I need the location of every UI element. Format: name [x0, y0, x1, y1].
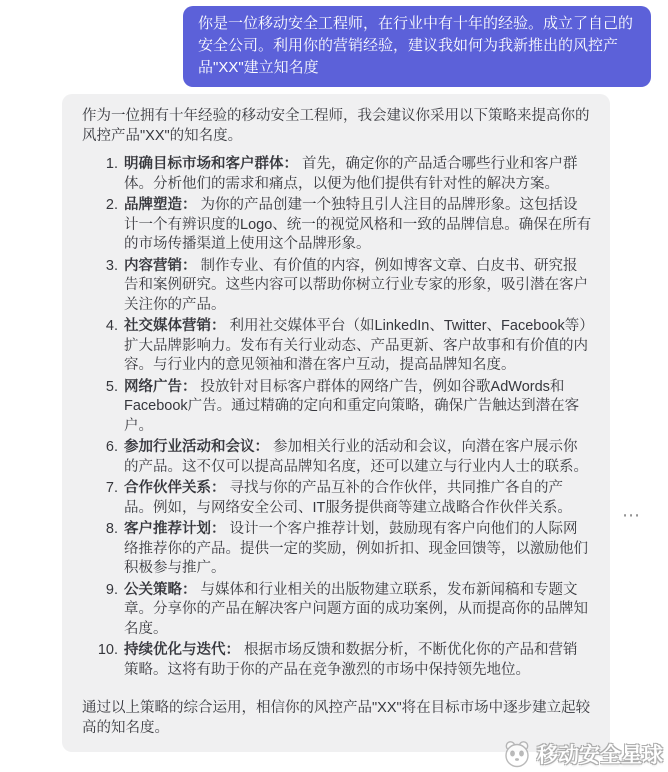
strategy-item-number: 4.	[105, 318, 118, 334]
strategy-list-item	[92, 581, 592, 640]
strategy-item-number: 1.	[105, 156, 118, 172]
assistant-message-row	[0, 94, 668, 752]
strategy-list-item	[92, 479, 592, 518]
strategy-list-item	[92, 257, 592, 316]
strategy-list-item	[92, 155, 592, 194]
strategy-item-body: 根据市场反馈和数据分析，不断优化你的产品和营销策略。这将有助于你的产品在竞争激烈的市场中保持领先地位。	[124, 642, 578, 678]
strategy-item-text	[124, 438, 592, 477]
strategy-list-item	[92, 641, 592, 680]
strategy-item-title: 客户推荐计划：	[124, 521, 226, 537]
watermark-text: 移动安全星球	[537, 744, 663, 767]
strategy-item-number: 3.	[105, 257, 118, 274]
strategy-item-number: 8.	[105, 521, 118, 537]
strategy-list-item	[92, 378, 592, 437]
strategy-list-item	[92, 196, 592, 255]
strategy-item-title: 明确目标市场和客户群体：	[124, 156, 298, 172]
strategy-item-text	[124, 196, 592, 255]
strategy-item-title: 合作伙伴关系：	[124, 480, 226, 496]
strategy-item-text	[124, 581, 592, 640]
strategy-item-title: 品牌塑造：	[124, 197, 197, 213]
strategy-item-number: 2.	[105, 197, 118, 213]
strategy-item-body: 参加相关行业的活动和会议，向潜在客户展示你的产品。这不仅可以提高品牌知名度，还可以建立与行业内人士的联系。	[124, 439, 588, 475]
strategy-item-text	[124, 317, 592, 376]
strategy-item-text	[124, 641, 592, 680]
strategy-item-number: 9.	[105, 581, 118, 598]
strategy-item-number: 10.	[97, 642, 118, 658]
strategy-item-title: 公关策略：	[124, 581, 197, 598]
more-options-button[interactable]: ⋯	[622, 505, 641, 525]
strategy-item-body: 设计一个客户推荐计划，鼓励现有客户向他们的人际网络推荐你的产品。提供一定的奖励，例如折扣、现金回馈等，以激励他们积极参与推广。	[124, 521, 588, 576]
strategy-list-item	[92, 520, 592, 579]
assistant-message-bubble	[62, 94, 610, 752]
strategy-item-text	[124, 520, 592, 579]
strategy-item-title: 参加行业活动和会议：	[124, 439, 269, 455]
strategy-list-item	[92, 317, 592, 376]
strategy-item-title: 社交媒体营销：	[124, 318, 226, 334]
strategy-item-text	[124, 155, 592, 194]
user-message-row	[0, 0, 668, 87]
strategy-item-body: 利用社交媒体平台（如LinkedIn、Twitter、Facebook等）扩大品牌影响力。发布有关行业动态、产品更新、客户故事和有价值的内容。与行业内的意见领袖和潜在客户互动，提高品牌知名度。	[124, 318, 588, 373]
assistant-intro: 作为一位拥有十年经验的移动安全工程师，我会建议你采用以下策略来提高你的风控产品"XX"的知名度。	[82, 108, 590, 144]
strategy-item-title: 内容营销：	[124, 257, 197, 274]
user-message-bubble	[183, 6, 651, 87]
strategy-item-text	[124, 378, 592, 437]
strategy-item-text	[124, 257, 592, 316]
strategy-item-body: 为你的产品创建一个独特且引人注目的品牌形象。这包括设计一个有辨识度的Logo、统一的视觉风格和一致的品牌信息。确保在所有的市场传播渠道上使用这个品牌形象。	[124, 197, 592, 252]
strategy-list-item	[92, 438, 592, 477]
strategy-item-body: 首先，确定你的产品适合哪些行业和客户群体。分析他们的需求和痛点，以便为他们提供有针对性的解决方案。	[124, 156, 578, 192]
assistant-outro: 通过以上策略的综合运用，相信你的风控产品"XX"将在目标市场中逐步建立起较高的知名度。	[82, 700, 591, 736]
user-message-text: 你是一位移动安全工程师，在行业中有十年的经验。成立了自己的安全公司。利用你的营销经验，建议我如何为我新推出的风控产品"XX"建立知名度	[198, 15, 634, 76]
strategy-item-title: 持续优化与迭代：	[124, 642, 240, 658]
strategy-item-body: 制作专业、有价值的内容，例如博客文章、白皮书、研究报告和案例研究。这些内容可以帮助你树立行业专家的形象，吸引潜在客户关注你的产品。	[124, 257, 588, 313]
strategy-item-body: 寻找与你的产品互补的合作伙伴，共同推广各自的产品。例如，与网络安全公司、IT服务提供商等建立战略合作伙伴关系。	[124, 480, 572, 516]
strategy-item-text	[124, 479, 592, 518]
strategy-list	[82, 155, 592, 680]
strategy-item-number: 7.	[105, 480, 118, 496]
strategy-item-body: 与媒体和行业相关的出版物建立联系，发布新闻稿和专题文章。分享你的产品在解决客户问题方面的成功案例，从而提高你的品牌知名度。	[124, 581, 588, 637]
strategy-item-number: 6.	[105, 439, 118, 455]
strategy-item-title: 网络广告：	[124, 378, 197, 395]
strategy-item-body: 投放针对目标客户群体的网络广告，例如谷歌AdWords和Facebook广告。通过精确的定向和重定向策略，确保广告触达到潜在客户。	[124, 378, 580, 434]
strategy-item-number: 5.	[105, 378, 118, 395]
